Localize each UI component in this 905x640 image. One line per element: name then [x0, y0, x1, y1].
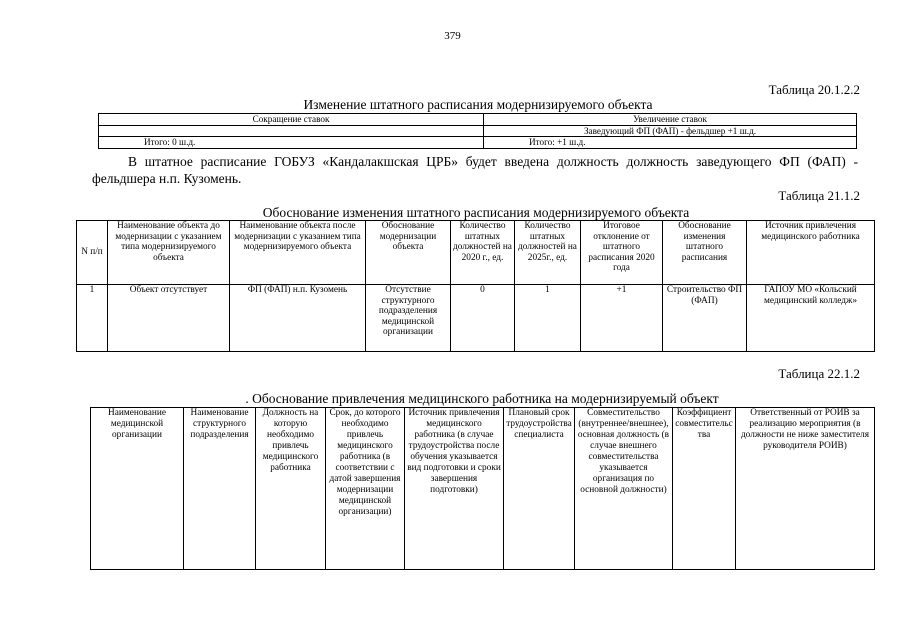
table-20-title: Изменение штатного расписания модернизируемого объекта [303, 97, 653, 112]
t21-cell-before: Объект отсутствует [108, 285, 230, 352]
t21-cell-after: ФП (ФАП) н.п. Кузомень [230, 285, 366, 352]
t21-cell-justification: Отсутствие структурного подразделения медицинской организации [366, 285, 451, 352]
t21-header-after: Наименование объекта после модернизации с указанием типа модернизируемого объекта [230, 221, 366, 285]
table-21 [76, 220, 875, 352]
t20-total-right: Итого: +1 ш.д. [484, 137, 857, 149]
table-21-title: Обоснование изменения штатного расписания модернизируемого объекта [262, 205, 690, 220]
t22-header-org: Наименование медицинской организации [91, 408, 184, 570]
t21-header-count-2020: Количество штатных должностей на 2020 г., ед. [451, 221, 515, 285]
page-number: 379 [444, 30, 461, 42]
t22-header-planned-date: Плановый срок трудоустройства специалиста [504, 408, 575, 570]
t22-header-combination: Совместительство (внутреннее/внешнее), основная должность (в случае внешнего совместительства указывается организация по основной должности) [575, 408, 673, 570]
table-22-title: . Обоснование привлечения медицинского работника на модернизируемый объект [245, 391, 719, 406]
t20-row1-left [99, 125, 484, 137]
t22-header-coefficient: Коэффициент совместительства [673, 408, 736, 570]
t20-total-left: Итого: 0 ш.д. [99, 137, 484, 149]
table-20 [98, 113, 857, 149]
t21-cell-count-2020: 0 [451, 285, 515, 352]
t21-cell-deviation: +1 [581, 285, 663, 352]
t21-header-num: N п/п [77, 221, 108, 285]
t20-row1-right: Заведующий ФП (ФАП) - фельдшер +1 ш.д. [484, 125, 857, 137]
t21-cell-change-reason: Строительство ФП (ФАП) [663, 285, 747, 352]
t20-header-reduction: Сокращение ставок [99, 114, 484, 126]
t22-header-deadline: Срок, до которого необходимо привлечь медицинского работника (в соответствии с датой завершения модернизации медицинской организации) [326, 408, 405, 570]
table-20-label: Таблица 20.1.2.2 [768, 82, 860, 97]
t21-cell-num: 1 [77, 285, 108, 352]
t21-cell-source: ГАПОУ МО «Кольский медицинский колледж» [747, 285, 875, 352]
t21-header-change-reason: Обоснование изменения штатного расписания [663, 221, 747, 285]
t21-header-deviation: Итоговое отклонение от штатного расписания 2020 года [581, 221, 663, 285]
t21-header-justification: Обоснование модернизации объекта [366, 221, 451, 285]
t21-header-source: Источник привлечения медицинского работника [747, 221, 875, 285]
t21-header-before: Наименование объекта до модернизации с указанием типа модернизируемого объекта [108, 221, 230, 285]
t22-header-source: Источник привлечения медицинского работника (в случае трудоустройства после обучения указывается вид подготовки и сроки завершения подготовки) [405, 408, 504, 570]
table-22 [90, 407, 875, 570]
t22-header-responsible: Ответственный от РОИВ за реализацию мероприятия (в должности не ниже заместителя руководителя РОИВ) [736, 408, 875, 570]
t21-cell-count-2025: 1 [515, 285, 581, 352]
body-paragraph: В штатное расписание ГОБУЗ «Кандалакшская ЦРБ» будет введена должность должность заведующего ФП (ФАП) - фельдшера н.п. Кузомень. [92, 154, 858, 186]
t21-header-count-2025: Количество штатных должностей на 2025г., ед. [515, 221, 581, 285]
table-22-label: Таблица 22.1.2 [778, 366, 860, 381]
t20-header-increase: Увеличение ставок [484, 114, 857, 126]
t22-header-position: Должность на которую необходимо привлечь медицинского работника [256, 408, 326, 570]
table-21-label: Таблица 21.1.2 [778, 188, 860, 203]
t22-header-subdivision: Наименование структурного подразделения [184, 408, 256, 570]
